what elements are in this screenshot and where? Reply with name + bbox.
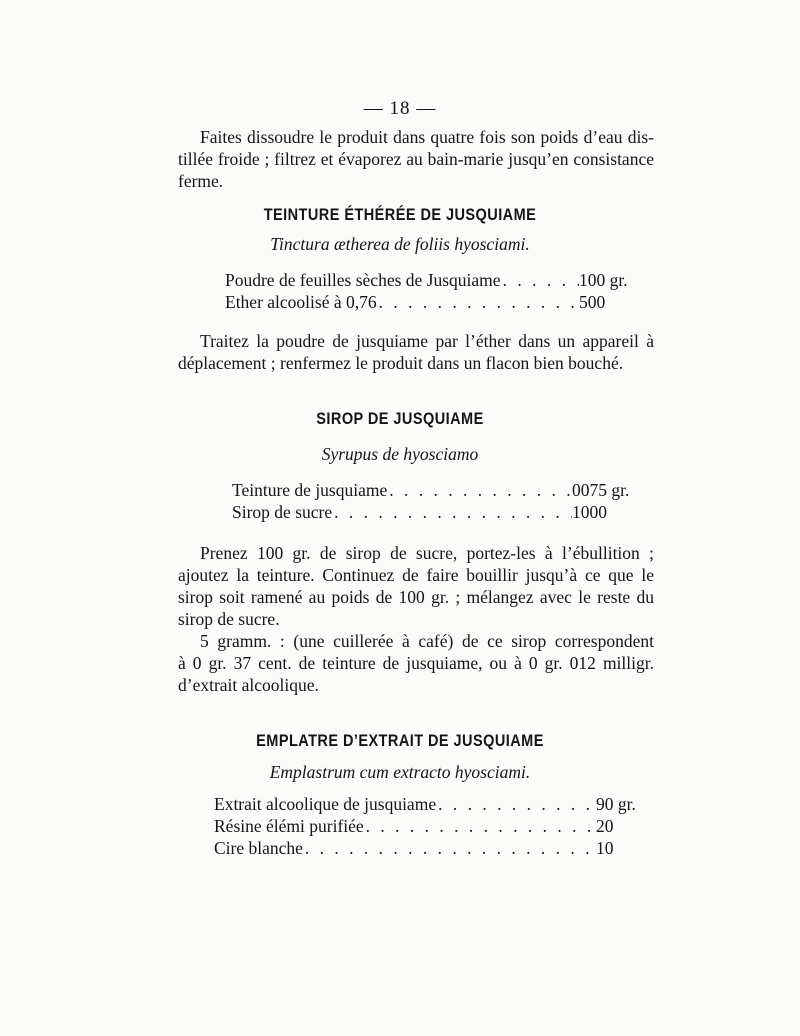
instructions-line: ajoutez la teinture. Continuez de faire bouillir jusqu’à ce que le (178, 565, 654, 585)
leader-dots (377, 292, 579, 313)
ingredient-name: Ether alcoolisé à 0,76 (225, 292, 377, 312)
leader-dots (387, 480, 572, 501)
page-number: — 18 — (363, 98, 437, 119)
instructions-line: sirop soit ramené au poids de 100 gr. ; mélangez avec le reste du (178, 587, 654, 607)
latin-subtitle: Emplastrum cum extracto hyosciami. (269, 762, 531, 782)
ingredient-qty: 500 (579, 292, 606, 312)
instructions-paragraph (178, 542, 654, 630)
ingredient-row (232, 502, 652, 524)
intro-line: tillée froide ; filtrez et évaporez au bain-marie jusqu’en consistance (178, 149, 654, 169)
ingredient-qty: 0075 gr. (572, 480, 630, 500)
ingredient-qty: 10 (596, 838, 614, 858)
ingredient-qty: 1000 (572, 502, 607, 522)
intro-line: Faites dissoudre le produit dans quatre fois son poids d’eau dis- (200, 127, 654, 147)
ingredient-name: Extrait alcoolique de jusquiame (214, 794, 437, 814)
section-heading: EMPLATRE D’EXTRAIT DE JUSQUIAME (256, 732, 544, 750)
ingredient-row (214, 816, 646, 838)
note-line: d’extrait alcoolique. (178, 675, 319, 695)
ingredient-name: Cire blanche (214, 838, 303, 858)
intro-line: ferme. (178, 171, 224, 191)
ingredient-row (232, 480, 652, 502)
leader-dots (332, 502, 572, 523)
ingredient-row (214, 838, 646, 860)
instructions-paragraph (178, 330, 654, 374)
ingredient-row (225, 292, 641, 314)
latin-subtitle: Tinctura ætherea de foliis hyosciami. (270, 234, 530, 254)
ingredient-qty: 20 (596, 816, 614, 836)
intro-paragraph (178, 126, 654, 192)
ingredient-list (225, 270, 641, 314)
leader-dots (303, 838, 596, 859)
ingredient-name: Résine élémi purifiée (214, 816, 364, 836)
ingredient-list (232, 480, 652, 524)
latin-subtitle: Syrupus de hyosciamo (321, 444, 479, 464)
note-line: 5 gramm. : (une cuillerée à café) de ce sirop correspondent (200, 631, 654, 651)
ingredient-list (214, 794, 646, 860)
ingredient-row (225, 270, 641, 292)
section-heading: TEINTURE ÉTHÉRÉE DE JUSQUIAME (263, 206, 537, 224)
ingredient-qty: 90 gr. (596, 794, 636, 814)
leader-dots (364, 816, 596, 837)
instructions-line: Prenez 100 gr. de sirop de sucre, portez-les à l’ébullition ; (200, 543, 654, 563)
leader-dots (436, 794, 596, 815)
section-heading: SIROP DE JUSQUIAME (316, 410, 484, 428)
leader-dots (501, 270, 579, 291)
ingredient-row (214, 794, 646, 816)
instructions-line: déplacement ; renfermez le produit dans un flacon bien bouché. (178, 353, 624, 373)
instructions-line: Traitez la poudre de jusquiame par l’éther dans un appareil à (200, 331, 654, 351)
instructions-line: sirop de sucre. (178, 609, 280, 629)
note-line: à 0 gr. 37 cent. de teinture de jusquiame, ou à 0 gr. 012 milligr. (178, 653, 654, 673)
note-paragraph (178, 630, 654, 696)
ingredient-name: Teinture de jusquiame (232, 480, 388, 500)
ingredient-qty: 100 gr. (579, 270, 628, 290)
ingredient-name: Poudre de feuilles sèches de Jusquiame (225, 270, 501, 290)
ingredient-name: Sirop de sucre (232, 502, 333, 522)
